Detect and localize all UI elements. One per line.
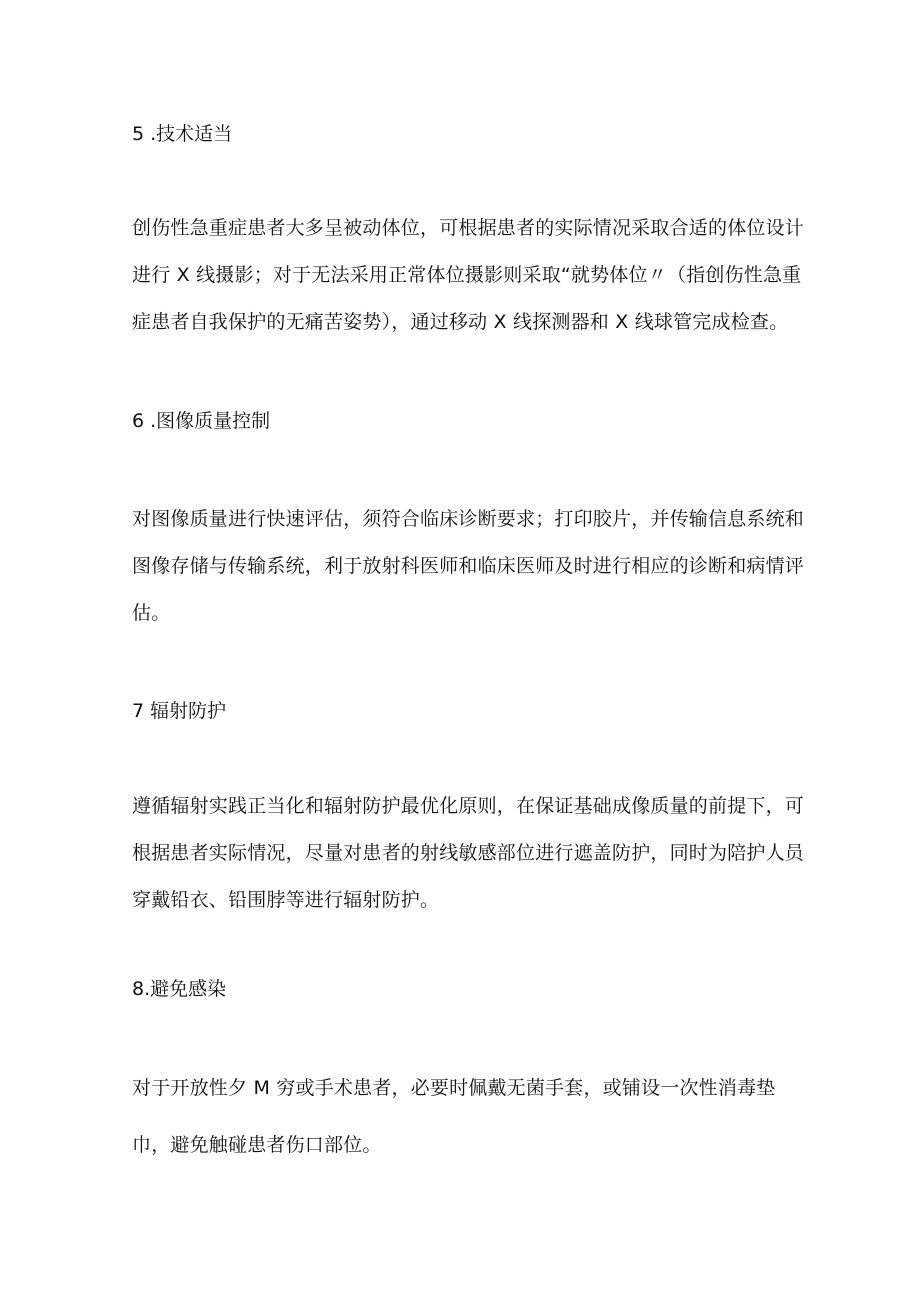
section-heading-6: 6 .图像质量控制 (132, 410, 271, 432)
section-heading-8: 8.避免感染 (132, 978, 227, 1000)
paragraph-line: 对图像质量进行快速评估，须符合临床诊断要求；打印胶片，并传输信息系统和 (132, 508, 805, 530)
paragraph-line: 图像存储与传输系统，利于放射科医师和临床医师及时进行相应的诊断和病情评 (132, 555, 805, 577)
paragraph-line: 根据患者实际情况，尽量对患者的射线敏感部位进行遮盖防护，同时为陪护人员 (132, 842, 805, 864)
section-paragraph-6 (132, 496, 805, 637)
paragraph-line: 症患者自我保护的无痛苦姿势），通过移动 X 线探测器和 X 线球管完成检查。 (132, 311, 789, 333)
paragraph-line: 创伤性急重症患者大多呈被动体位，可根据患者的实际情况采取合适的体位设计 (132, 217, 805, 239)
section-paragraph-8 (132, 1060, 792, 1174)
section-paragraph-5 (132, 205, 805, 346)
paragraph-line: 巾，避免触碰患者伤口部位。 (132, 1134, 382, 1156)
paragraph-line: 穿戴铅衣、铅围脖等进行辐射防护。 (132, 889, 440, 911)
section-paragraph-7 (132, 783, 805, 924)
paragraph-line: 对于开放性夕 M 穷或手术患者，必要时佩戴无菌手套，或铺设一次性消毒垫 (132, 1077, 776, 1099)
paragraph-line: 遵循辐射实践正当化和辐射防护最优化原则，在保证基础成像质量的前提下，可 (132, 795, 805, 817)
paragraph-line: 估。 (132, 602, 171, 624)
section-heading-7: 7 辐射防护 (132, 700, 227, 722)
section-heading-5: 5 .技术适当 (132, 123, 233, 145)
paragraph-line: 进行 X 线摄影；对于无法采用正常体位摄影则采取“就势体位〃（指创伤性急重 (132, 264, 802, 286)
